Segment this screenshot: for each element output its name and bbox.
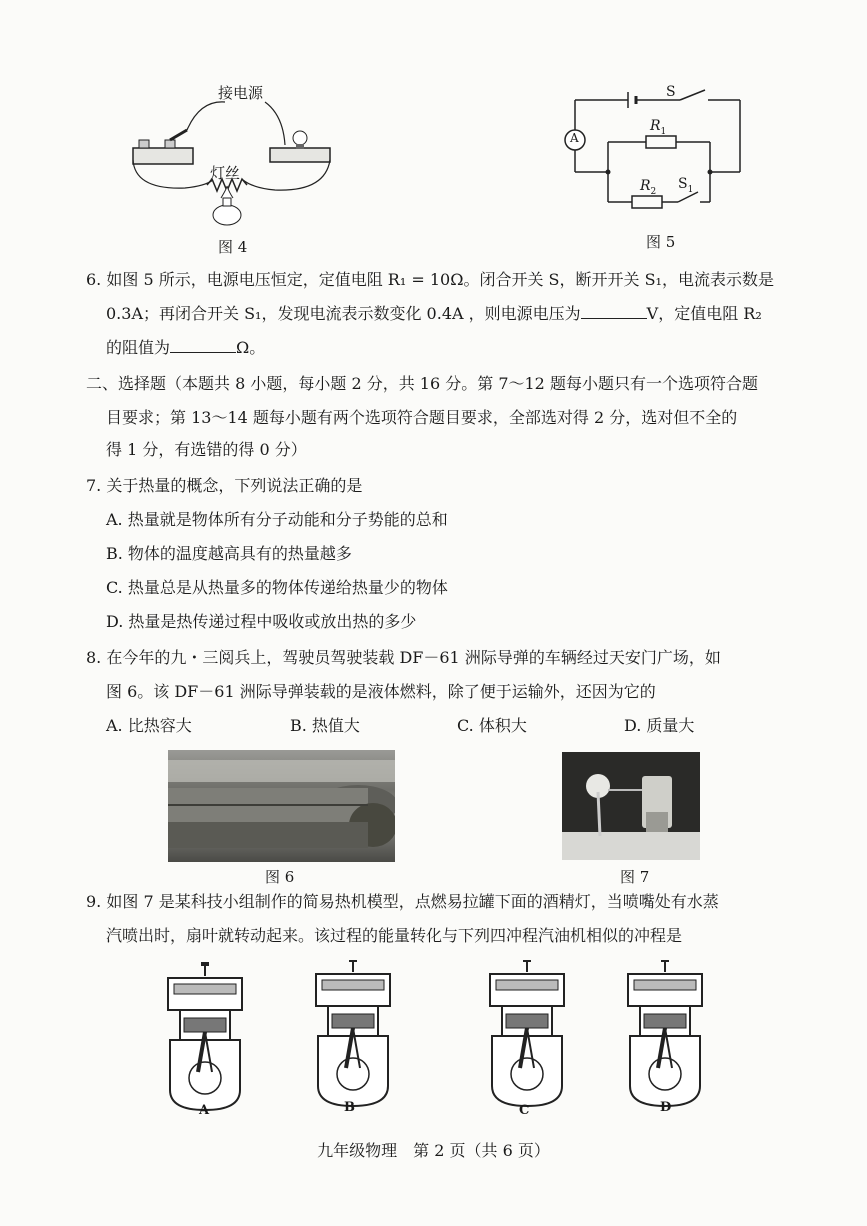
q9-line-1: 9. 如图 7 是某科技小组制作的简易热机模型，点燃易拉罐下面的酒精灯，当喷嘴处有水蒸 xyxy=(86,892,719,911)
label-power: 接电源 xyxy=(218,84,264,102)
label-filament: 灯丝 xyxy=(210,164,241,182)
q7-option-b[interactable]: B. 物体的温度越高具有的热量越多 xyxy=(106,544,352,563)
figure-7-caption: 图 7 xyxy=(620,868,650,886)
q8-line-2: 图 6。该 DF－61 洲际导弹装载的是液体燃料，除了便于运输外，还因为它的 xyxy=(106,682,656,701)
four-stroke-diagrams xyxy=(160,960,720,1120)
engine-label-d[interactable]: D xyxy=(660,1100,672,1115)
section-2-line-2: 目要求；第 13～14 题每小题有两个选项符合题目要求，全部选对得 2 分，选对但不全的 xyxy=(106,408,738,427)
q8-option-b[interactable]: B. 热值大 xyxy=(290,716,360,735)
engine-diagrams xyxy=(160,960,720,1120)
q8-option-d[interactable]: D. 质量大 xyxy=(624,716,695,735)
q7-option-d[interactable]: D. 热量是热传递过程中吸收或放出热的多少 xyxy=(106,612,417,631)
q6-line-1: 6. 如图 5 所示，电源电压恒定，定值电阻 R₁ = 10Ω。闭合开关 S，断开开关 S₁，电流表示数是 xyxy=(86,270,774,289)
r2-label: $R_2$ xyxy=(640,178,657,197)
switch-s-label: S xyxy=(666,84,676,100)
heat-engine-image xyxy=(562,752,700,860)
section-2-line-1: 二、选择题（本题共 8 小题，每小题 2 分，共 16 分。第 7～12 题每小题只有一个选项符合题 xyxy=(86,374,758,393)
figure-7-photo xyxy=(562,752,700,860)
figure-4 xyxy=(125,80,345,255)
q8-line-1: 8. 在今年的九・三阅兵上，驾驶员驾驶装载 DF－61 洲际导弹的车辆经过天安门广场，如 xyxy=(86,648,721,667)
q9-line-2: 汽喷出时，扇叶就转动起来。该过程的能量转化与下列四冲程汽油机相似的冲程是 xyxy=(106,926,683,945)
q7-option-a[interactable]: A. 热量就是物体所有分子动能和分子势能的总和 xyxy=(106,510,448,529)
q7-stem: 7. 关于热量的概念，下列说法正确的是 xyxy=(86,476,363,495)
q6-blank-resistance[interactable] xyxy=(170,338,236,353)
switch-s1-label: $S_1$ xyxy=(678,176,694,195)
missile-image xyxy=(168,750,395,862)
q8-option-c[interactable]: C. 体积大 xyxy=(457,716,527,735)
r1-label: $R_1$ xyxy=(650,118,667,137)
engine-label-b[interactable]: B xyxy=(344,1100,355,1115)
engine-label-a[interactable]: A xyxy=(199,1103,210,1118)
figure-5 xyxy=(560,80,750,220)
engine-label-c[interactable]: C xyxy=(519,1103,530,1118)
figure-5-caption: 图 5 xyxy=(646,233,676,251)
q8-option-a[interactable]: A. 比热容大 xyxy=(106,716,192,735)
figure-4-caption: 图 4 xyxy=(218,238,248,256)
q6-blank-voltage[interactable] xyxy=(581,304,647,319)
page-footer: 九年级物理 第 2 页（共 6 页） xyxy=(317,1141,550,1160)
ammeter-label: A xyxy=(570,131,579,145)
q6-line-3: 的阻值为 Ω。 xyxy=(106,338,266,357)
q7-option-c[interactable]: C. 热量总是从热量多的物体传递给热量少的物体 xyxy=(106,578,448,597)
figure-6-photo xyxy=(168,750,395,862)
section-2-line-3: 得 1 分，有选错的得 0 分） xyxy=(106,440,307,459)
q6-line-2: 0.3A；再闭合开关 S₁，发现电流表示数变化 0.4A ，则电源电压为 V，定值电阻 R₂ xyxy=(106,304,762,323)
figure-5-circuit xyxy=(560,80,750,220)
figure-6-caption: 图 6 xyxy=(265,868,295,886)
